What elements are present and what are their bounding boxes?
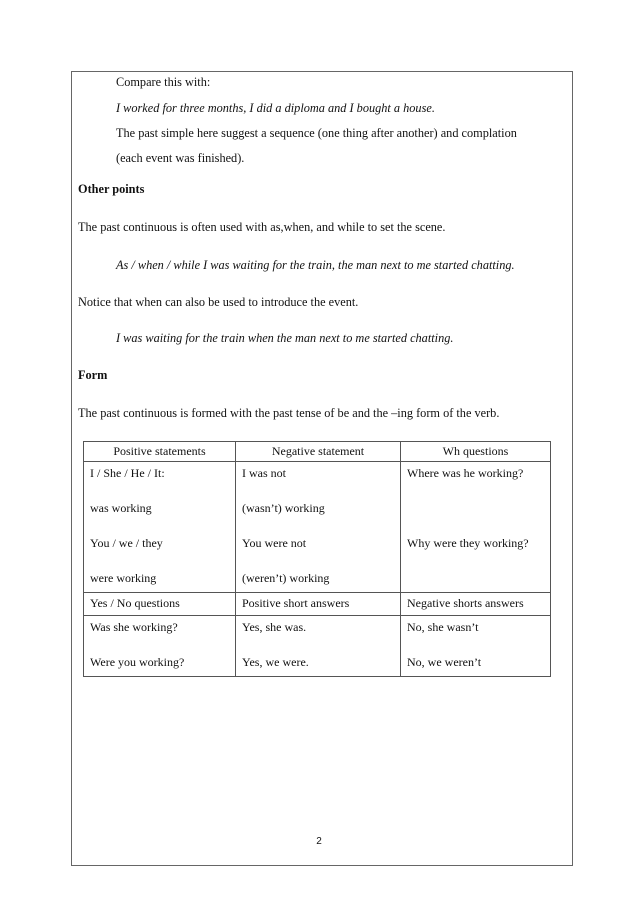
negative-statement-cell <box>236 462 401 593</box>
other-points-paragraph: The past continuous is often used with as,when, and while to set the scene. <box>78 220 446 234</box>
table-row <box>84 616 551 677</box>
yes-no-questions-cell <box>84 616 236 677</box>
cell-line: You / we / they <box>90 536 163 550</box>
compare-line-4: (each event was finished). <box>116 151 245 165</box>
cell-line: Yes, we were. <box>242 655 309 669</box>
wh-questions-cell <box>401 462 551 593</box>
header-negative-statement: Negative statement <box>236 442 401 462</box>
past-continuous-table <box>83 441 551 677</box>
positive-short-answers-cell <box>236 616 401 677</box>
header-positive-statements: Positive statements <box>84 442 236 462</box>
form-heading: Form <box>78 368 108 382</box>
cell-line: Where was he working? <box>407 466 524 480</box>
header-yes-no-questions: Yes / No questions <box>84 593 236 616</box>
cell-line: were working <box>90 571 157 585</box>
cell-line: I was not <box>242 466 286 480</box>
cell-line: (weren’t) working <box>242 571 330 585</box>
cell-line: Was she working? <box>90 620 178 634</box>
compare-example: I worked for three months, I did a diploma and I bought a house. <box>116 101 435 115</box>
table-row <box>84 462 551 593</box>
page-number: 2 <box>316 836 322 847</box>
cell-line: was working <box>90 501 152 515</box>
table-subheader-row <box>84 593 551 616</box>
compare-line-1: Compare this with: <box>116 75 211 89</box>
other-points-example-2: I was waiting for the train when the man next to me started chatting. <box>116 331 454 345</box>
compare-line-3: The past simple here suggest a sequence (one thing after another) and complation <box>116 126 517 140</box>
cell-line: I / She / He / It: <box>90 466 165 480</box>
notice-paragraph: Notice that when can also be used to introduce the event. <box>78 295 359 309</box>
cell-line: Yes, she was. <box>242 620 307 634</box>
cell-line: (wasn’t) working <box>242 501 325 515</box>
form-paragraph: The past continuous is formed with the past tense of be and the –ing form of the verb. <box>78 406 500 420</box>
positive-statements-cell <box>84 462 236 593</box>
cell-line: Were you working? <box>90 655 185 669</box>
header-negative-short-answers: Negative shorts answers <box>401 593 551 616</box>
other-points-heading: Other points <box>78 182 145 196</box>
cell-line: No, we weren’t <box>407 655 482 669</box>
table-header-row <box>84 442 551 462</box>
cell-line: No, she wasn’t <box>407 620 479 634</box>
other-points-example-1: As / when / while I was waiting for the train, the man next to me started chatting. <box>116 258 515 272</box>
cell-line <box>407 501 544 516</box>
cell-line <box>407 571 544 586</box>
header-wh-questions: Wh questions <box>401 442 551 462</box>
cell-line: You were not <box>242 536 307 550</box>
cell-line: Why were they working? <box>407 536 529 550</box>
negative-short-answers-cell <box>401 616 551 677</box>
header-positive-short-answers: Positive short answers <box>236 593 401 616</box>
